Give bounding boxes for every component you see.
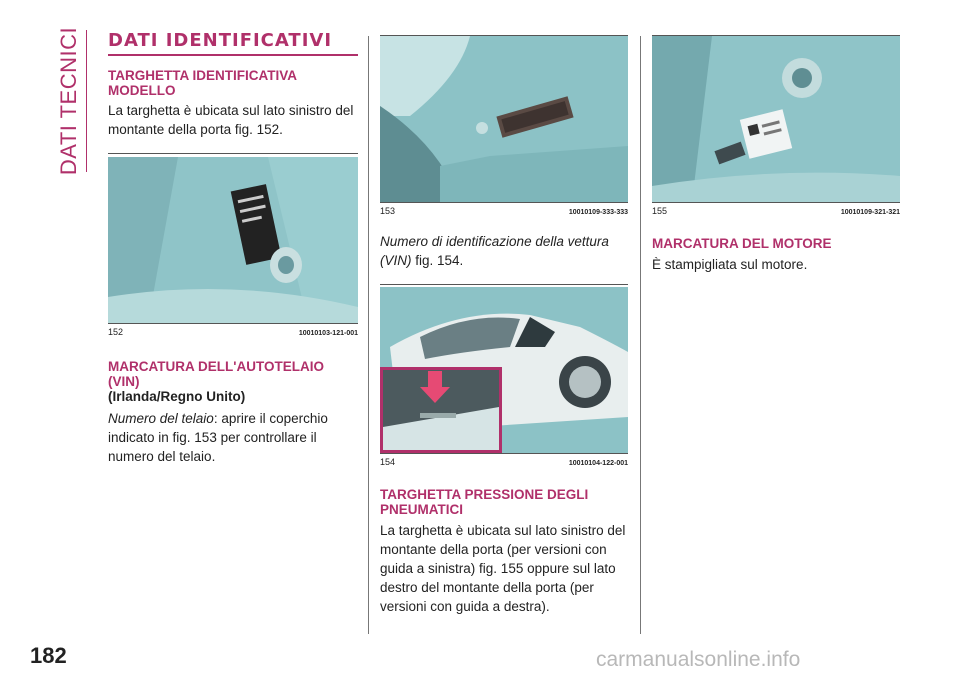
section-side-tab	[55, 26, 83, 176]
figure-153	[380, 35, 628, 216]
figure-154-number: 154	[380, 457, 396, 467]
chassis-number-label: Numero del telaio	[108, 411, 214, 426]
figure-155-code: 10010109-321-321	[840, 209, 900, 216]
column-divider-2	[640, 36, 641, 634]
vin-cover-photo	[380, 36, 628, 202]
heading-engine-marking: MARCATURA DEL MOTORE	[652, 236, 832, 251]
paragraph-engine-marking: È stampigliata sul motore.	[652, 257, 808, 272]
paragraph-tyre-pressure-plate: La targhetta è ubicata sul lato sinistro del montante della porta (per versioni con guida a sinistra) fig. 155 oppure sul lato destro del montante della porta (per versioni con guida a destra).	[380, 523, 626, 614]
figure-153-image	[380, 36, 628, 202]
convertible-car-photo	[380, 287, 628, 453]
figure-155-number: 155	[652, 206, 668, 216]
figure-153-caption	[380, 202, 628, 216]
tyre-label-photo	[652, 36, 900, 202]
vin-figure-reference: fig. 154.	[411, 253, 464, 268]
heading-vin-marking: MARCATURA DELL'AUTOTELAIO (VIN)	[108, 359, 324, 389]
heading-model-plate: TARGHETTA IDENTIFICATIVA MODELLO	[108, 68, 297, 98]
figure-155-caption	[652, 202, 900, 216]
heading-vin-region-note: (Irlanda/Regno Unito)	[108, 389, 246, 404]
figure-155-image	[652, 36, 900, 202]
vin-label: Numero di identificazione della vettura (VIN)	[380, 234, 609, 268]
paragraph-vin-chassis	[108, 409, 358, 466]
figure-152-code: 10010103-121-001	[298, 330, 358, 337]
chassis-number-text: : aprire il coperchio indicato in fig. 153 per controllare il numero del telaio.	[108, 411, 328, 464]
heading-tyre-pressure-plate: TARGHETTA PRESSIONE DEGLI PNEUMATICI	[380, 487, 589, 517]
column-3	[652, 30, 900, 274]
watermark-text: carmanualsonline.info	[596, 648, 801, 671]
side-tab-rule	[86, 30, 87, 172]
figure-155	[652, 35, 900, 216]
figure-152-caption	[108, 323, 358, 337]
figure-153-number: 153	[380, 206, 396, 216]
figure-154-code: 10010104-122-001	[568, 460, 628, 467]
page-number: 182	[30, 643, 67, 668]
figure-152	[108, 153, 358, 337]
figure-152-number: 152	[108, 327, 124, 337]
door-pillar-plate-photo	[108, 157, 358, 323]
paragraph-model-plate: La targhetta è ubicata sul lato sinistro del montante della porta fig. 152.	[108, 103, 354, 137]
column-2	[380, 30, 628, 616]
column-1	[108, 30, 358, 466]
page-title: DATI IDENTIFICATIVI	[108, 30, 358, 56]
figure-154-caption	[380, 453, 628, 467]
figure-154	[380, 284, 628, 467]
figure-153-code: 10010109-333-333	[568, 209, 628, 216]
paragraph-vin-location	[380, 232, 628, 270]
section-side-tab-label: DATI TECNICI	[56, 26, 82, 176]
figure-152-image	[108, 157, 358, 323]
figure-154-image	[380, 287, 628, 453]
column-divider-1	[368, 36, 369, 634]
